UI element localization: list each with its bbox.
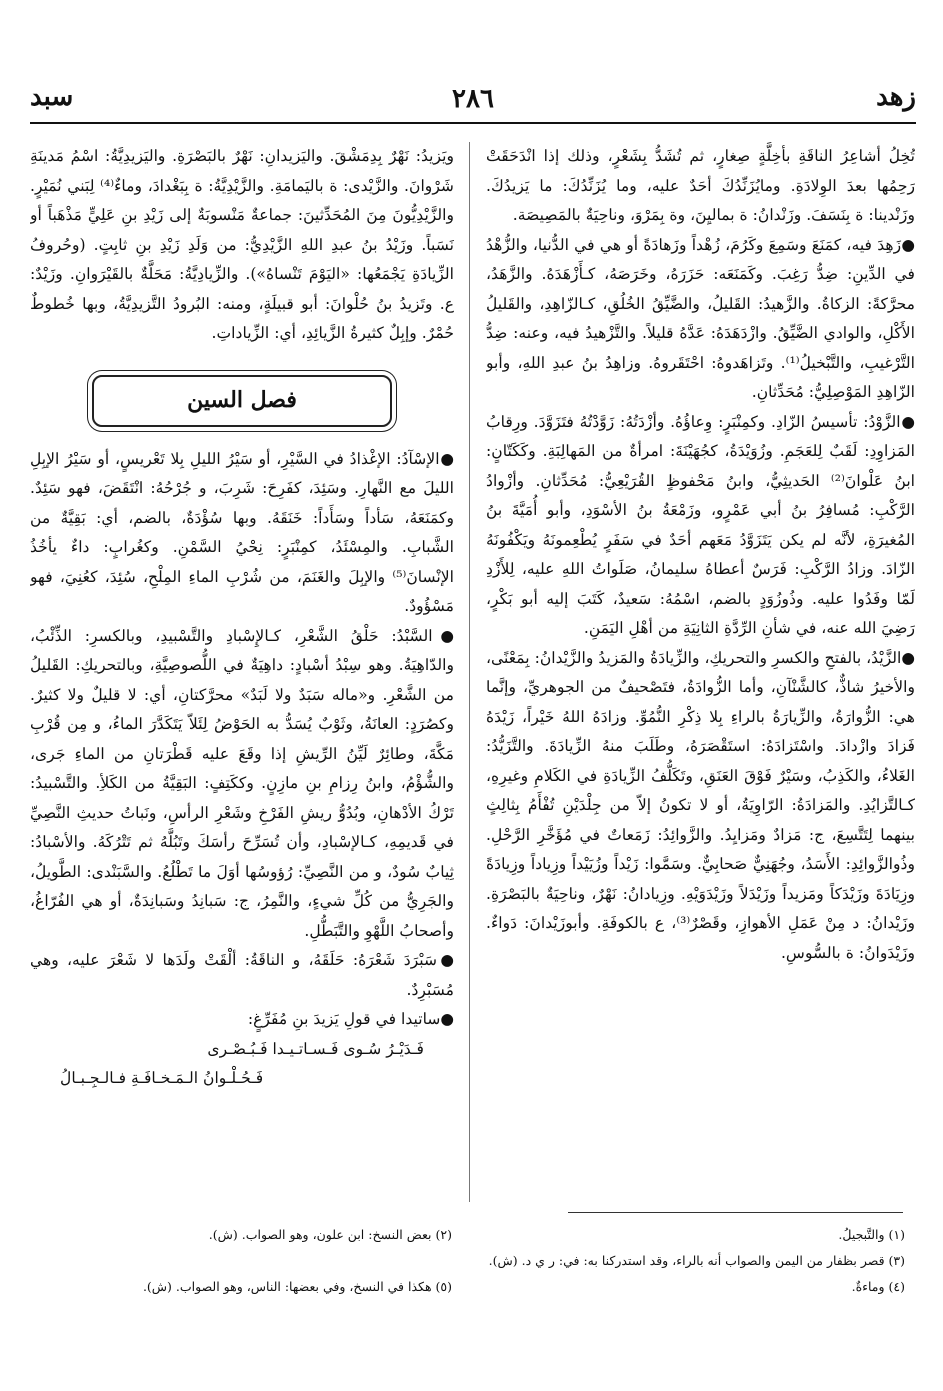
verse-line-1: فَـدَيْـرُ سُـوى فَـسـاتـيـدا فَـبُـصْـرى [207,1039,424,1058]
header-last-root-word: سبد [30,82,74,112]
footnote-rule [568,1212,903,1213]
entry-zayd-continued: ويَزيدُ: نَهْرٌ بِدِمَشْقَ. واليَزيدانِ: نَهْرٌ بالبَصْرَةِ. واليَزيدِيَّةُ: اسْمُ مَدينَةِ شَرْوانَ. والزَّيْدى: ة باليَمامَةِ. والزَّيْدِيَّةُ: ة بِبَغْدادَ، وماءٌ⁽⁴⁾ لِبَني نُمَيْرٍ. والزَّيْدِيُّونَ مِنَ المُحَدِّثينَ: جماعةٌ مَنْسوبَةٌ إلى زَيْدِ بنِ عَلِيٍّ مَذْهَباً أو نَسَباً. وزَيْدُ بنُ عبدِ اللهِ الزَّيْدِيُّ: من وَلَدِ زَيْدِ بنِ ثابِتٍ. (وحُروفُ الزِّيادَةِ يَجْمَعُها: «اليَوْمَ تَنْساهُ»). والزِّيادِيَّةُ: مَحَلَّةٌ بالقَيْرَوانِ. وزَيْدٌ: ع. وتَزيدُ بنُ حُلْوانَ: أبو قبيلَةٍ، ومنه: البُرودُ التَّزيدِيَّةُ، وبها خُطوطٌ حُمْرٌ. وإبِلٌ كثيرةُ الزَّيائِدِ، أي: الزِّياداتِ. [30,147,454,342]
entry-zayd: ●الزَّيْدُ، بالفتحِ والكسرِ والتحريكِ، والزِّيادَةُ والمَزيدُ والزَّيْدانُ: بِمَعْنًى، والأخيرُ شاذٌّ، كالشَّنْآنِ، وأما الزُّوادَةُ، فتَصْحيفٌ من الجوهريِّ، وإنَّما هي: الزُّوارَةُ، والزِّيارَةُ بالراءِ بِلا ذِكْرِ النُّمُوِّ. وزادَهُ اللهُ خَيْراً، زَيْدَهُ فَزادَ وازْدادَ. واسْتَزادَهُ: استَقْصَرَهُ، وطَلَبَ منهُ الزِّيادَةَ. والتَّزَيُّدُ: الغَلاءُ، والكَذِبُ، وسَيْرٌ فَوْقَ العَنَقِ، وتَكَلُّفُ الزِّيادَةِ في الكَلامِ وغيرِهِ، كـالتَّزايُدِ. والمَزادَةُ: الرّاوِيَةُ، أو لا تكونُ إلاّ من جِلْدَيْنِ تُفْأَمُ بِثالِثٍ بينهما لِتَتَّسِعَ، ج: مَزادٌ ومَزايِدُ. والزَّوائِدُ: زَمَعاتٌ في مُؤَخَّرِ الرَّحْلِ. وذُوالزَّوائِدِ: الأَسَدُ، وجُهَنِيٌّ صَحابِيٌّ. وسَمَّوا: زَيْداً وزُيَيْداً وزِياداً وزِيادَةً وزِيَادَةَ وزَيْدَكاً ومَزيداً وزَيْدَلاً وزَيْدَوَيْهِ. وزِيادانُ: نَهْرٌ، وناحِيَةٌ بالبَصْرَةِ. وزَيْدانُ: د مِنْ عَمَلِ الأهوازِ، وقَصْرٌ⁽³⁾، ع بالكوفَةِ. وأبوزَيْدانَ: دَواءٌ. وزَيْدَوانُ: ة بالسُّوسِ. [486,648,915,962]
chapter-title: فصل السين [187,386,297,413]
footnote-3: (٣) قصر بظفار من اليمن والصواب أنه بالراء، وقد استدركنا به: في: ر ي د. (ش). [488,1253,905,1268]
left-column [30,142,454,1202]
verse-line-2: فَـحُـلْـوانُ الـمَـخـافَـةِ فـالـجِـبـالُ [60,1069,264,1087]
page-number: ٢٨٦ [452,84,494,114]
entry-sabrada: ●سَبْرَدَ شَعْرَهُ: حَلَقَهُ، و الناقَةُ: ألْقَتْ ولَدَها لا شَعْرَ عليه، وهي مُسَبْرِدٌ. [30,951,454,999]
entry-paragraph: تُخِلُ أشاعِرُ الناقَةِ بأخِلَّةٍ صِغارٍ، ثم تُشَدُّ بِشَعْرٍ، وذلك إذا انْدَحَقَتْ رَحِمُها بعدَ الوِلادَةِ. ومايُزَنِّدُكَ أحَدٌ عليه، وما يُزَنِّدُكَ: ما يَزيدُكَ. وزَنْدينا: ة بِنَسَفَ. وزَنْدانُ: ة بماليِنَ، وة بِمَرْوَ، وناحِيَةٌ بالمَصِيصَة. [486,147,915,224]
chapter-heading-box [92,375,392,427]
entry-isad: ●الإسْآدُ: الإغْذادُ في السَّيْرِ، أو سَيْرُ الليلِ بِلا تَعْريسٍ، أو سَيْرُ الإبِلِ الليلَ مع النَّهارِ. وسَئِدَ، كفَرِحَ: شَرِبَ، و جُرْحُهُ: انْتَقَضَ، فهو سَئِدٌ. وكمَنَعَهُ، سَأداً وسَأَداً: خَنَقَهُ. وبها سُؤْدَةٌ، بالضم، أي: بَقِيَّةٌ من الشَّبابِ. والمِسْئَدُ، كمِنْبَرٍ: نِحْيُ السَّمْنِ. وكغُرابٍ: داءٌ يأخُذُ الإنْسانَ⁽⁵⁾ والإبِلَ والغَنَمَ، من شُرْبِ الماءِ المِلْحِ، سُئِدَ، كعُنِيَ، فهو مَسْؤُودٌ. [30,449,454,615]
footnotes-right [485,1222,905,1300]
running-header [30,82,916,126]
entry-satida: ●ساتيدا في قولِ يَزيدَ بنِ مُفَرِّغٍ: [247,1010,454,1028]
footnote-2: (٢) بعض النسخ: ابن علون، وهو الصواب. (ش). [208,1227,452,1242]
footnote-1: (١) والتَّبجيلُ. [838,1227,905,1242]
entry-sabd: ●السَّبْدُ: حَلْقُ الشَّعْرِ، كـالإِسْبادِ والتَّسْبيدِ، وبالكسرِ: الذِّئْبُ، والدّاهِيَةُ. وهو سِبْدُ أسْبادٍ: داهِيَةٌ في اللُّصوصِيَّةِ، وبالتحريكِ: القَليلُ من الشَّعْرِ. و«ماله سَبَدٌ ولا لَبَدٌ» محرَّكتانِ، أي: لا قليلٌ ولا كثيرٌ. وكصُرَدٍ: العانَةُ، وثَوْبٌ يُسَدُّ به الحَوْضُ لِئَلاّ يَتَكَدَّرَ الماءُ، و مِن قُرْبِ مَكَّةَ، وطائِرٌ لَيِّنُ الرِّيشِ إذا وقَعَ عليه قَطْرَتانِ من الماءِ جَرى، والشُّؤْمُ، وابنُ رِزامِ بنِ مازِنٍ. وككَتِفٍ: البَقِيَّةُ من الكَلأِ. والتَّسْبيدُ: تَرْكُ الأدْهانِ، وبُدُوُّ ريشِ الفَرْخِ وشَعْرِ الرأسِ، ونَباتُ حديثِ النَّصِيِّ في قَديمِهِ، كـالإسْبادِ، وأن تُسَرِّحَ رأسَكَ وتَبُلَّهُ ثم تَتْرُكَهُ. والأسْبادُ: ثِيابٌ سُودٌ، و من النَّصِيِّ: رُؤوسُها أوَلَ ما تَطْلُعُ. والسَّبَنْدى: الطَّويلُ، والجَرِيُّ من كُلِّ شيءٍ، والنَّمِرُ، ج: سَبانِدُ وسَبانِدَةٌ، أو هي الفُرّاغُ، وأصحابُ اللَّهْوِ والتَّبَطُّلِ. [30,626,454,940]
footnotes-left [32,1222,452,1300]
right-column [486,142,915,1202]
header-root-word: زهد [876,82,916,112]
footnote-5: (٥) هكذا في النسخ، وفي بعضها: الناس، وهو الصواب. (ش). [142,1279,452,1294]
entry-zawd: ●الزَّوْدُ: تأسيسُ الزّادِ. وكمِنْبَرٍ: وِعاؤُهُ. وأزْدَتُهُ: زَوَّدْتُهُ فتَزَوَّدَ. ورِقابُ المَزاوِدِ: لَقَبٌ لِلعَجَمِ. وزُوَيْدَةُ، كجُهَيْنَةَ: امرأةٌ من المَهالِبَةِ. وكَكَتّانٍ: ابنُ عَلْوانَ⁽²⁾ الحَديثِيُّ، وابنُ مَحْفوظٍ القُرَيْعِيُّ: مُحَدِّثانِ. وأزْوادُ الرَّكْبِ: مُسافِرُ بنُ أبي عَمْرٍو، وزَمْعَةُ بنُ الأسْوَدِ، وأبو أُمَيَّةَ بنُ المُغيرَةِ، لأنَّه لم يكن يَتَزَوَّدُ مَعَهم أحَدٌ في سَفَرٍ يُطْعِمونَهُ ويَكْفُونَهُ الزّادَ. وزادُ الرَّكْبِ: فَرَسٌ أعطاهُ سليمانُ، صَلَواتُ اللهِ عليه، لِلأَزْدِ لَمّا وفَدُوا عليه. وذُوزُوَدٍ بالضم، اسْمُهُ: سَعيدٌ، كَتَبَ إليه أبو بَكْرٍ، رَضِيَ الله عنه، في شأنِ الرِّدَّةِ الثانِيَةِ من أهْلِ اليَمَنِ. [486,412,915,637]
header-rule [30,122,916,124]
footnote-4: (٤) وماءةٌ. [851,1279,905,1294]
column-divider [469,142,470,1202]
entry-zahada: ●زَهِدَ فيه، كمَنَعَ وسَمِعَ وكَرُمَ، زُهْداً وزَهادَةً أو هي في الدُّنيا، والزُّهْدُ في الدِّينِ: ضِدُّ رَغِبَ. وكَمَنَعَه: حَزَرَهُ، وخَرَصَهُ، كـأَزْهَدَهُ. والزَّهَدُ، محرَّكةً: الزكاةُ. والزَّهيدُ: القَليلُ، والضَّيِّقُ الخُلُقِ، كـالزّاهِدِ، والقَليلُ الأَكْلِ، والوادي الضَّيِّقُ. وازْدَهَدَهُ: عَدَّهُ قليلاً. والتَّزْهيدُ فيه، وعنه: ضِدُّ التَّرْغيبِ، والتَّبْخيلُ⁽¹⁾. وتَزاهَدوهُ: احْتَقَروهُ. وزاهِدُ بنُ عبدِ اللهِ، وأبو الزّاهِدِ المَوْصِلِيُّ: مُحَدِّثانِ. [486,235,915,401]
